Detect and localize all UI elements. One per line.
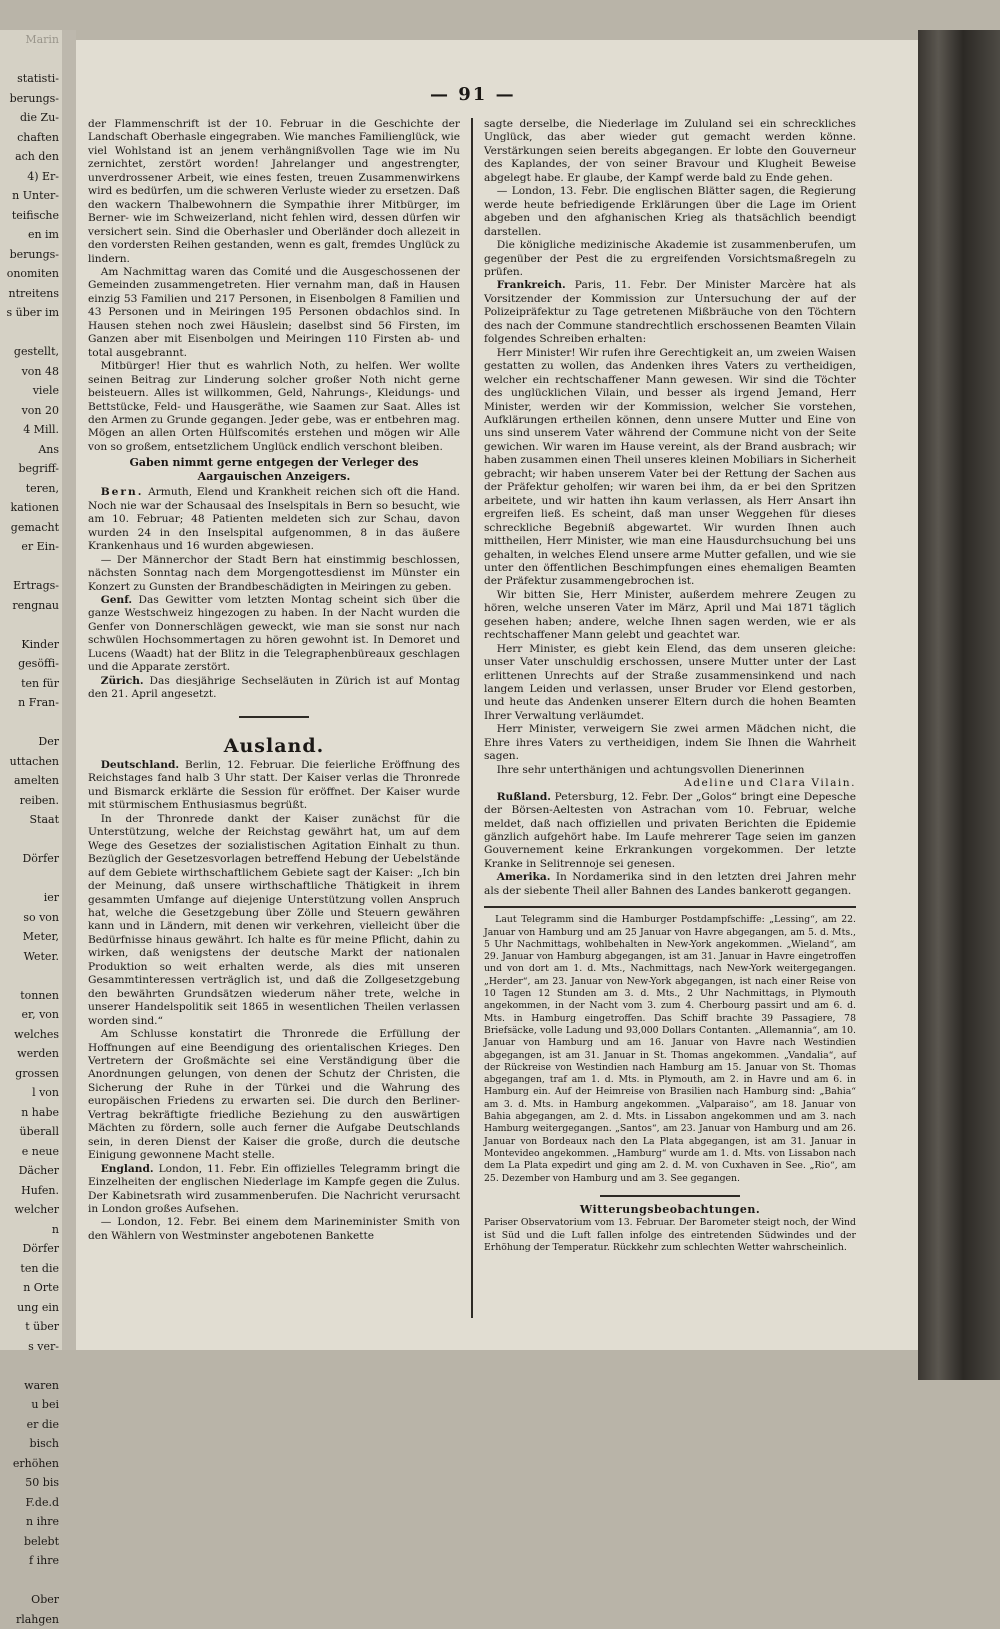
- edge-text-fragment: uttachen: [0, 752, 62, 772]
- edge-text-fragment: statisti-: [0, 69, 62, 89]
- edge-text-fragment: Staat: [0, 810, 62, 830]
- frankreich-text: Paris, 11. Febr. Der Minister Marcère hat als Vorsitzender der Kommission zur Untersuchung der auf der Polizeipräfektur zu Tage getretenen Mißbräuche von den Töchtern des nach der Commune standrechtlich erschossenen Beamten Vilain folgendes Schreiben erhalten:: [484, 279, 856, 345]
- edge-text-fragment: [0, 1571, 62, 1591]
- edge-text-fragment: F.de.d: [0, 1493, 62, 1513]
- edge-text-fragment: gemacht: [0, 518, 62, 538]
- column-divider: [471, 118, 473, 1318]
- letter-paragraph-4: Herr Minister, verweigern Sie zwei armen Mädchen nicht, die Ehre ihres Vaters zu vertheidigen, indem Sie Ihnen die Wahrheit sagen.: [484, 723, 856, 763]
- edge-text-fragment: ier: [0, 888, 62, 908]
- weather-text: Pariser Observatorium vom 13. Februar. Der Barometer steigt noch, der Wind ist Süd und die Luft fallen infolge des eintretenden Südwindes und der Erhöhung der Temperatur. Rückkehr zum schlechten Wetter wahrscheinlich.: [484, 1217, 856, 1254]
- bern-text: Armuth, Elend und Krankheit reichen sich oft die Hand. Noch nie war der Schausaal des Inselspitals in Bern so besucht, wie am 10. Februar; 48 Patienten meldeten sich zur Schau, davon wurden 24 in den Inselspital aufgenommen, 8 in das äußere Krankenhaus und 16 wurden abgewiesen.: [88, 486, 460, 552]
- edge-text-fragment: [0, 1356, 62, 1376]
- frankreich-label: Frankreich.: [497, 279, 566, 291]
- edge-text-fragment: er die: [0, 1415, 62, 1435]
- edge-text-fragment: n Orte: [0, 1278, 62, 1298]
- edge-text-fragment: er, von: [0, 1005, 62, 1025]
- edge-text-fragment: welcher: [0, 1200, 62, 1220]
- edge-text-fragment: Ober: [0, 1590, 62, 1610]
- edge-text-fragment: [0, 557, 62, 577]
- edge-text-fragment: [0, 966, 62, 986]
- edge-text-fragment: e neue: [0, 1142, 62, 1162]
- zuerich-text: Das diesjährige Sechseläuten in Zürich ist auf Montag den 21. April angesetzt.: [88, 675, 460, 700]
- edge-text-fragment: rlahgen: [0, 1610, 62, 1629]
- akademie-text: Die königliche medizinische Akademie ist zusammenberufen, um gegenüber der Pest die zu ergreifenden Vorsichtsmaßregeln zu prüfen.: [484, 239, 856, 279]
- letter-signature: Adeline und Clara Vilain.: [484, 777, 856, 790]
- edge-text-fragment: ach den: [0, 147, 62, 167]
- edge-text-fragment: n: [0, 1220, 62, 1240]
- letter-paragraph-3: Herr Minister, es giebt kein Elend, das dem unseren gleiche: unser Vater unschuldig erschossen, unsere Mutter unter der Last erlittenen Unrechts auf der Straße zusammensinkend und nach langem Leiden und verlassen, unser Bruder vor Elend gestorben, und heute das Andenken unserer Eltern durch die hohen Beamten Ihrer Verwaltung verläumdet.: [484, 643, 856, 724]
- thronrede-text: In der Thronrede dankt der Kaiser zunächst für die Unterstützung, welche der Reichstag gewährt hat, um auf dem Wege des Gesetzes der sozialistischen Agitation Einhalt zu thun. Bezüglich der Gesetzesvorlagen betreffend Hebung der Uebelstände auf dem Gebiete wirthschaftlichem Gebiete sagt der Kaiser: „Ich bin der Meinung, daß unsere wirthschaftliche Thätigkeit in ihrem gesammten Umfange auf diejenige Unterstützung vollen Anspruch hat, welche die Gesetzgebung über Zölle und Steuern gewähren kann und in Ländern, mit denen wir verkehren, vielleicht über die Bedürfnisse hinaus gewährt. Ich halte es für meine Pflicht, dahin zu wirken, daß wenigstens der deutsche Markt der nationalen Produktion so weit erhalten werde, als dies mit unseren Gesammtinteressen verträglich ist, und daß die Zollgesetzgebung den bewährten Grundsätzen wiederum näher trete, welche in unserer Handelspolitik seit 1865 in wesentlichen Theilen verlassen worden sind.“: [88, 813, 460, 1028]
- page-gutter: [62, 30, 76, 1350]
- edge-text-fragment: u bei: [0, 1395, 62, 1415]
- edge-text-fragment: ten für: [0, 674, 62, 694]
- edge-text-fragment: Ertrags-: [0, 576, 62, 596]
- amerika-text: In Nordamerika sind in den letzten drei Jahren mehr als der siebente Theil aller Bahnen des Landes bankerott gegangen.: [484, 871, 856, 896]
- edge-text-fragment: Ans: [0, 440, 62, 460]
- edge-text-fragment: waren: [0, 1376, 62, 1396]
- weather-rule: [600, 1195, 740, 1197]
- edge-text-fragment: erhöhen: [0, 1454, 62, 1474]
- edge-text-fragment: Meter,: [0, 927, 62, 947]
- edge-text-fragment: amelten: [0, 771, 62, 791]
- edge-text-fragment: Der: [0, 732, 62, 752]
- edge-text-fragment: n Fran-: [0, 693, 62, 713]
- edge-text-fragment: [0, 830, 62, 850]
- oberhasle-intro: der Flammenschrift ist der 10. Februar in die Geschichte der Landschaft Oberhasle eingegraben. Wie manches Familienglück, wie viel Wohlstand ist an jenem verhängnißvollen Tage wie im Nu zernichtet, zerstört worden! Jahrelanger und angestrengter, unverdrossener Arbeit, wie eines festen, treuen Zusammenwirkens wird es bedürfen, um die schweren Verluste wieder zu ersetzen. Daß den wackern Thalbewohnern die Sympathie ihrer Mitbürger, im Berner- wie im Schweizerland, nicht fehlen wird, dessen dürfen wir versichert sein. Sind die Oberhasler und Oberländer doch allezeit in den vordersten Reihen gestanden, wenn es galt, fremdes Unglück zu lindern.: [88, 118, 460, 266]
- edge-text-fragment: die Zu-: [0, 108, 62, 128]
- zululand-text: sagte derselbe, die Niederlage im Zululand sei ein schreckliches Unglück, das aber wieder gut gemacht werden könne. Verstärkungen seien bereits abgegangen. Er lobte den Gouverneur des Kaplandes, der von seiner Bravour und Klugheit Beweise abgelegt habe. Er glaube, der Kampf werde bald zu Ende gehen.: [484, 118, 856, 185]
- section-divider: [239, 716, 309, 718]
- edge-text-fragment: ntreitens: [0, 284, 62, 304]
- edge-text-fragment: begriff-: [0, 459, 62, 479]
- shipping-notice: Laut Telegramm sind die Hamburger Postdampfschiffe: „Lessing“, am 22. Januar von Hamburg und am 25 Januar von Havre abgegangen, am 5. d. Mts., 5 Uhr Nachmittags, wohlbehalten in New-York angekommen. „Wieland“, am 29. Januar von Hamburg abgegangen, ist am 31. Januar in Havre eingetroffen und von dort am 1. d. Mts., Nachmittags, nach New-York weitergegangen. „Herder“, am 23. Januar von New-York abgegangen, ist nach einer Reise von 10 Tagen 12 Stunden am 3. d. Mts., 2 Uhr Nachmittags, in Plymouth angekommen, in der Nacht vom 3. zum 4. Cherbourg passirt und am 6. d. Mts. in Hamburg eingetroffen. Das Schiff brachte 39 Passagiere, 78 Briefsäcke, volle Ladung und 93,000 Dollars Contanten. „Allemannia“, am 10. Januar von Hamburg und am 16. Januar von Havre nach Westindien abgegangen, ist am 31. Januar in St. Thomas angekommen. „Vandalia“, auf der Rückreise von Westindien nach Hamburg am 15. Januar von St. Thomas abgegangen, traf am 1. d. Mts. in Plymouth, am 2. in Havre und am 6. in Hamburg ein. Auf der Heimreise von Brasilien nach Hamburg sind: „Bahia“ am 3. d. Mts. in Hamburg angekommen. „Valparaiso“, am 18. Januar von Bahia abgegangen, am 2. d. Mts. in Lissabon angekommen und am 3. nach Hamburg weitergegangen. „Santos“, am 23. Januar von Hamburg und am 26. Januar von Bordeaux nach den La Plata abgegangen, ist am 31. Januar in Montevideo angekommen. „Hamburg“ wurde am 1. d. Mts. von Lissabon nach dem La Plata expedirt und ging am 2. d. M. von Cuxhaven in See. „Rio“, am 25. Dezember von Hamburg und am 3. See gegangen.: [484, 914, 856, 1185]
- london-13-text: — London, 13. Febr. Die englischen Blätter sagen, die Regierung werde heute befriedigende Erklärungen über die Lage im Orient abgeben und den afghanischen Krieg als thatsächlich beendigt darstellen.: [484, 185, 856, 239]
- edge-text-fragment: von 20: [0, 401, 62, 421]
- edge-text-fragment: Dörfer: [0, 849, 62, 869]
- genf-text: Das Gewitter vom letzten Montag scheint sich über die ganze Westschweiz hingezogen zu haben. In der Nacht wurden die Genfer von Donnerschlägen geweckt, wie man sie sonst nur nach schwülen Hochsommertagen zu hören gewohnt ist. In Demoret und Lucens (Waadt) hat der Blitz in die Telegraphenbüreaux geschlagen und die Apparate zerstört.: [88, 594, 460, 673]
- edge-text-fragment: reiben.: [0, 791, 62, 811]
- schlusse-text: Am Schlusse konstatirt die Thronrede die Erfüllung der Hoffnungen auf eine Beendigung des orientalischen Krieges. Den Vertretern der Großmächte sei eine Verständigung über die Anordnungen gelungen, von denen der Schutz der Christen, die Sicherung der Ruhe in der Türkei und die Wahrung des europäischen Friedens zu erwarten sei. Die durch den Berliner-Vertrag bekräftigte friedliche Beziehung zu den auswärtigen Mächten zu fördern, solle auch ferner die Aufgabe Deutschlands sein, in deren Dienst der Kaiser die große, durch die deutsche Einigung gewonnene Macht stelle.: [88, 1028, 460, 1163]
- london-12-text: — London, 12. Febr. Bei einem dem Marineminister Smith von den Wählern von Westminster angebotenen Bankette: [88, 1216, 460, 1243]
- edge-text-fragment: welches: [0, 1025, 62, 1045]
- edge-text-fragment: Dächer: [0, 1161, 62, 1181]
- donation-notice: Gaben nimmt gerne entgegen der Verleger des Aargauischen Anzeigers.: [88, 456, 460, 484]
- zuerich-label: Zürich.: [101, 675, 144, 687]
- edge-text-fragment: en im: [0, 225, 62, 245]
- russland-label: Rußland.: [497, 791, 551, 803]
- edge-text-fragment: onomiten: [0, 264, 62, 284]
- edge-text-fragment: [0, 713, 62, 733]
- ausland-heading: Ausland.: [88, 740, 460, 753]
- deutschland-label: Deutschland.: [101, 759, 179, 771]
- edge-text-fragment: t über: [0, 1317, 62, 1337]
- edge-text-fragment: gesöffi-: [0, 654, 62, 674]
- paragraph-damage-report: Am Nachmittag waren das Comité und die Ausgeschossenen der Gemeinden zusammengetreten. Hier vernahm man, daß in Hausen einzig 53 Familien und 217 Personen, in Eisenbolgen 8 Familien und 43 Personen und in Meiringen 195 Personen obdachlos sind. In Hausen stehen noch zwei Häuslein; daselbst sind 56 Firsten, im Ganzen aber mit Eisenbolgen und Meiringen 110 Firsten ab- und total ausgebrannt.: [88, 266, 460, 360]
- edge-text-fragment: teren,: [0, 479, 62, 499]
- maennerchor-text: — Der Männerchor der Stadt Bern hat einstimmig beschlossen, nächsten Sonntag nach dem Morgengottesdienst im Münster ein Konzert zu Gunsten der Brandbeschädigten in Meiringen zu geben.: [88, 554, 460, 594]
- amerika-label: Amerika.: [497, 871, 551, 883]
- edge-text-fragment: viele: [0, 381, 62, 401]
- edge-text-fragment: gestellt,: [0, 342, 62, 362]
- edge-text-fragment: s über im: [0, 303, 62, 323]
- paragraph-appeal: Mitbürger! Hier thut es wahrlich Noth, zu helfen. Wer wollte seinen Beitrag zur Linderung solcher großer Noth nicht gerne beisteuern. Alles ist willkommen, Geld, Nahrungs-, Kleidungs- und Bettstücke, Feld- und Hausgeräthe, wie Saamen zur Saat. Alles ist den Armen zu Grunde gegangen. Jeder gebe, was er entbehren mag. Mögen an allen Orten Hülfscomités erstehen und mögen wir Alle von so großem, entsetzlichem Unglück endlich verschont bleiben.: [88, 360, 460, 454]
- edge-text-fragment: belebt: [0, 1532, 62, 1552]
- edge-text-fragment: grossen: [0, 1064, 62, 1084]
- edge-text-fragment: berungs-: [0, 89, 62, 109]
- edge-text-fragment: [0, 615, 62, 635]
- edge-text-fragment: chaften: [0, 128, 62, 148]
- edge-text-fragment: l von: [0, 1083, 62, 1103]
- weather-heading: Witterungsbeobachtungen.: [484, 1203, 856, 1216]
- letter-closing: Ihre sehr unterthänigen und achtungsvollen Dienerinnen: [484, 764, 856, 777]
- left-column: [88, 118, 460, 1243]
- book-spine: [918, 30, 1000, 1380]
- edge-text-fragment: [0, 869, 62, 889]
- edge-text-fragment: Dörfer: [0, 1239, 62, 1259]
- edge-text-fragment: bisch: [0, 1434, 62, 1454]
- page-number: — 91 —: [430, 84, 516, 105]
- edge-text-fragment: so von: [0, 908, 62, 928]
- genf-label: Genf.: [101, 594, 132, 606]
- edge-text-fragment: teifische: [0, 206, 62, 226]
- edge-text-fragment: 50 bis: [0, 1473, 62, 1493]
- edge-text-fragment: n Unter-: [0, 186, 62, 206]
- edge-text-fragment: Marin: [0, 30, 62, 50]
- edge-text-fragment: Weter.: [0, 947, 62, 967]
- edge-text-fragment: kationen: [0, 498, 62, 518]
- edge-text-fragment: Kinder: [0, 635, 62, 655]
- edge-text-fragment: er Ein-: [0, 537, 62, 557]
- edge-text-fragment: 4) Er-: [0, 167, 62, 187]
- edge-text-fragment: rengnau: [0, 596, 62, 616]
- edge-text-fragment: ung ein: [0, 1298, 62, 1318]
- letter-paragraph-1: Herr Minister! Wir rufen ihre Gerechtigkeit an, um zweien Waisen gestatten zu wollen, das Andenken ihres Vaters zu vertheidigen, welcher ein rechtschaffener Mann gewesen. Wir sind die Töchter des unglücklichen Vilain, und besser als irgend Jemand, Herr Minister, werden wir der Kommission, welcher Sie vorstehen, Aufklärungen ertheilen können, denn unsere Mutter und Eine von uns sind unserem Vater während der Commune nicht von der Seite gewichen. Wir waren im Hause vereint, als der Brand ausbrach; wir haben zusammen einen Theil unseres kleinen Mobiliars in Sicherheit gebracht; wir haben unserem Vater bei der Rettung der Sachen aus der Präfektur geholfen; wir waren bei ihm, da er bei den Spritzen arbeitete, und wir hatten ihn kaum verlassen, als Herr Ansart ihn ergreifen ließ. Es scheint, daß man unser Weggehen für dieses schreckliche Begebniß abgewartet. Wir wurden Ihnen auch mittheilen, Herr Minister, wie man eine Hausdurchsuchung bei uns gehalten, in welches Elend unsere arme Mutter gefallen, und wie sie unter den öffentlichen Beschimpfungen eines ehemaligen Beamten der Präfektur zusammengebrochen ist.: [484, 347, 856, 589]
- right-column: [484, 118, 856, 1254]
- edge-text-fragment: [0, 50, 62, 70]
- bern-dateline: Bern.: [101, 486, 144, 498]
- england-text: London, 11. Febr. Ein offizielles Telegramm bringt die Einzelheiten der englischen Niederlage im Kampfe gegen die Zulus. Der Kabinetsrath wird zusammenberufen. Die Nachricht verursacht in London großes Aufsehen.: [88, 1163, 460, 1215]
- edge-text-fragment: von 48: [0, 362, 62, 382]
- edge-text-fragment: [0, 323, 62, 343]
- england-label: England.: [101, 1163, 154, 1175]
- edge-text-fragment: werden: [0, 1044, 62, 1064]
- letter-paragraph-2: Wir bitten Sie, Herr Minister, außerdem mehrere Zeugen zu hören, welche unseren Vater im März, April und Mai 1871 täglich gesehen haben; andere, welche Ihnen sagen werden, wie er als rechtschaffener Mann gelebt und geachtet war.: [484, 589, 856, 643]
- edge-text-fragment: s ver-: [0, 1337, 62, 1357]
- edge-text-fragment: ten die: [0, 1259, 62, 1279]
- russland-text: Petersburg, 12. Febr. Der „Golos“ bringt eine Depesche der Börsen-Aeltesten von Astrachan vom 10. Februar, welche meldet, daß nach offiziellen und privaten Berichten die Epidemie gänzlich aufgehört habe. Im Laufe mehrerer Tage seien im ganzen Gouvernement keine Erkrankungen vorgekommen. Der letzte Kranke in Selitrennoje sei genesen.: [484, 791, 856, 870]
- edge-text-fragment: berungs-: [0, 245, 62, 265]
- previous-page-edge: [0, 30, 64, 1350]
- edge-text-fragment: f ihre: [0, 1551, 62, 1571]
- edge-text-fragment: 4 Mill.: [0, 420, 62, 440]
- deutschland-text: Berlin, 12. Februar. Die feierliche Eröffnung des Reichstages fand halb 3 Uhr statt. Der Kaiser verlas die Thronrede und Bismarck erklärte die Session für eröffnet. Der Kaiser wurde mit stürmischem Enthusiasmus begrüßt.: [88, 759, 460, 811]
- notices-rule: [484, 906, 856, 908]
- edge-text-fragment: n ihre: [0, 1512, 62, 1532]
- edge-text-fragment: Hufen.: [0, 1181, 62, 1201]
- edge-text-fragment: tonnen: [0, 986, 62, 1006]
- edge-text-fragment: überall: [0, 1122, 62, 1142]
- edge-text-fragment: n habe: [0, 1103, 62, 1123]
